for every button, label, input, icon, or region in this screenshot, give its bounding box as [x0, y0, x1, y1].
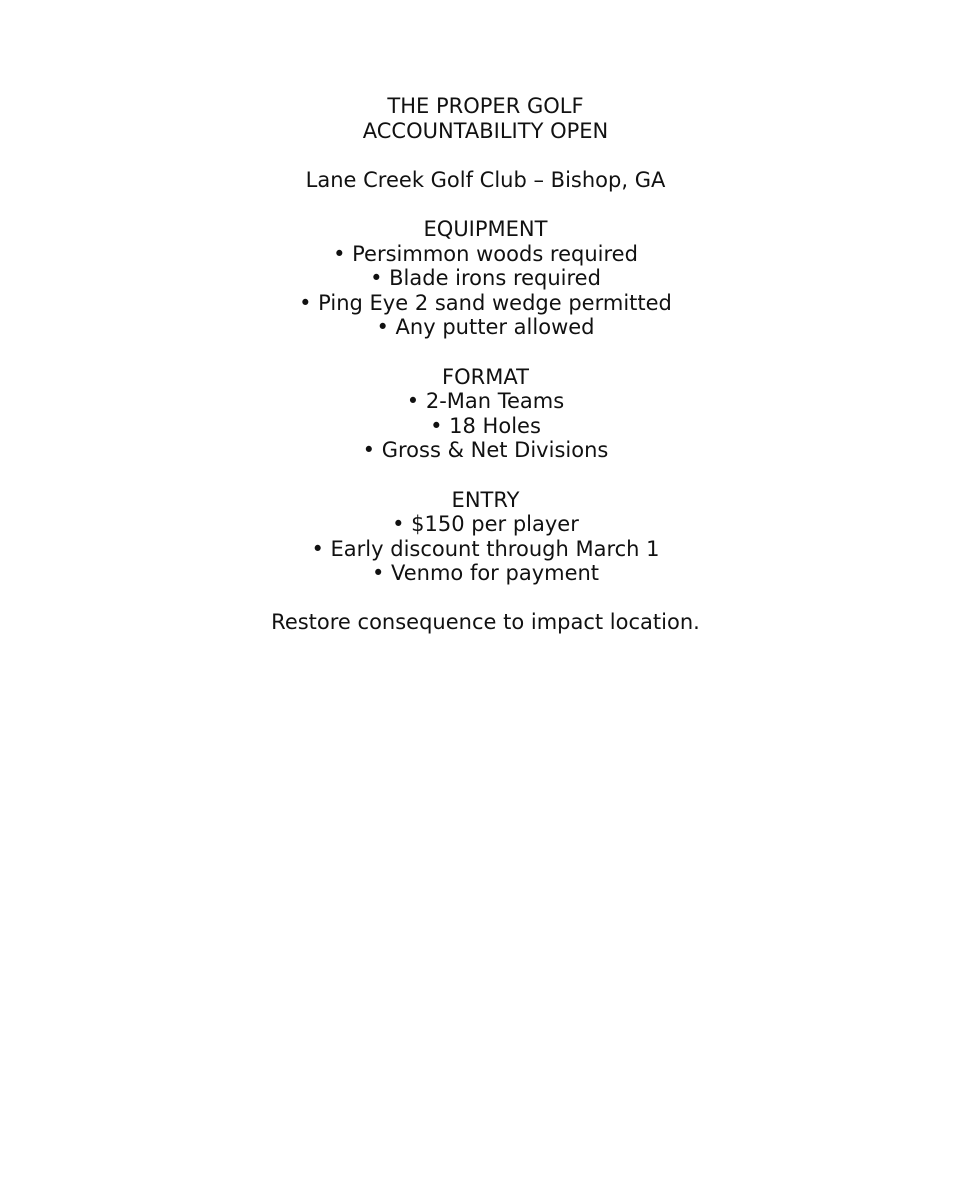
- format-item: • 2-Man Teams: [406, 389, 565, 414]
- entry-heading: ENTRY: [451, 487, 520, 512]
- spacer: [0, 340, 971, 365]
- tagline-text: Restore consequence to impact location.: [271, 610, 700, 635]
- entry-item: • $150 per player: [392, 512, 579, 537]
- equipment-item: • Any putter allowed: [376, 315, 595, 340]
- equipment-item: • Blade irons required: [370, 266, 601, 291]
- equipment-item: • Persimmon woods required: [333, 241, 638, 266]
- equipment-heading: EQUIPMENT: [423, 216, 548, 241]
- entry-item: • Early discount through March 1: [311, 536, 660, 561]
- title-line-2: ACCOUNTABILITY OPEN: [362, 118, 609, 143]
- venue-text: Lane Creek Golf Club – Bishop, GA: [305, 167, 666, 192]
- spacer: [0, 143, 971, 168]
- format-item: • Gross & Net Divisions: [362, 438, 609, 463]
- spacer: [0, 192, 971, 217]
- tournament-flyer: [0, 94, 971, 635]
- format-item: • 18 Holes: [430, 413, 541, 438]
- entry-item: • Venmo for payment: [371, 561, 600, 586]
- equipment-item: • Ping Eye 2 sand wedge permitted: [299, 290, 672, 315]
- format-heading: FORMAT: [442, 364, 529, 389]
- title-line-1: THE PROPER GOLF: [387, 94, 584, 118]
- spacer: [0, 586, 971, 611]
- spacer: [0, 463, 971, 488]
